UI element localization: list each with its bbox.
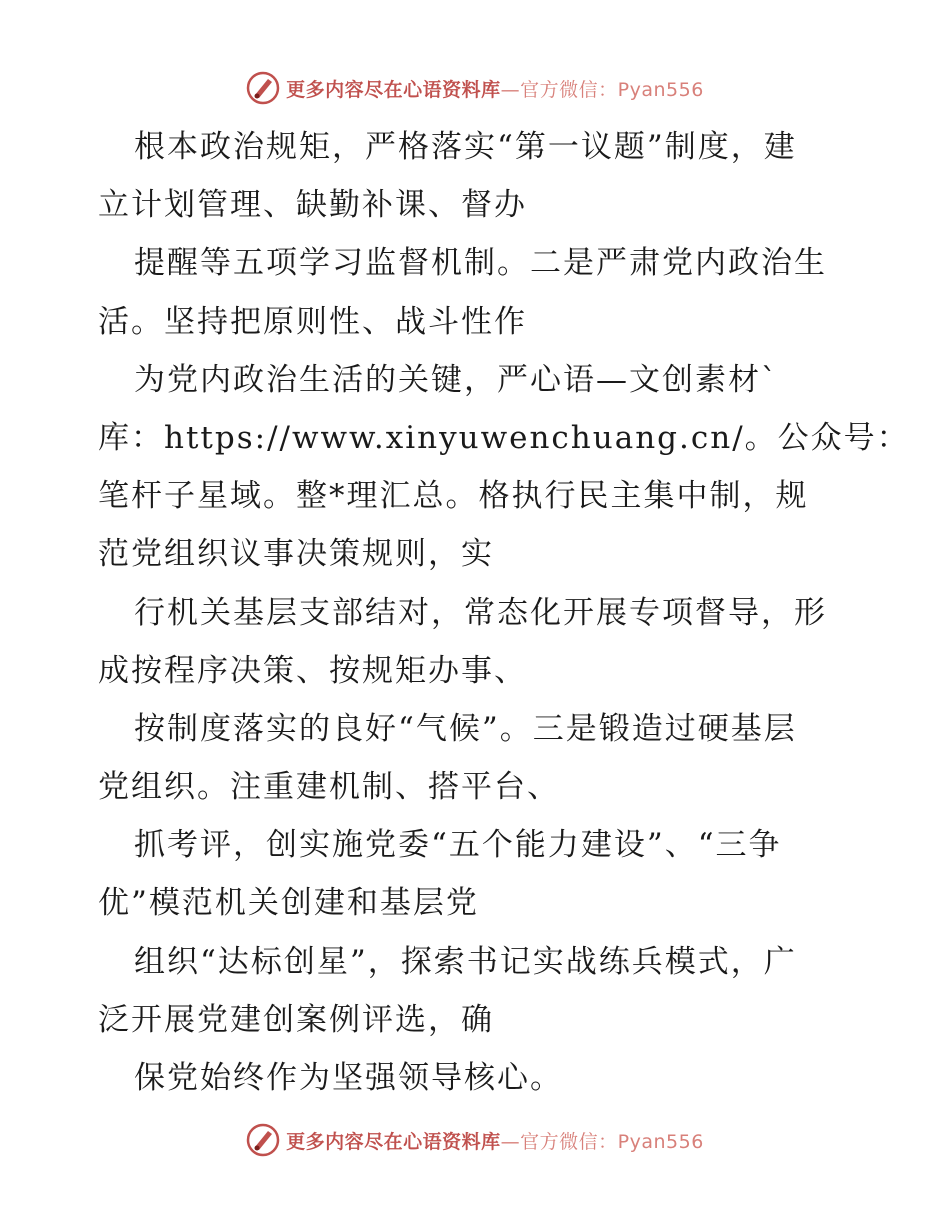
banner-contact: 官方微信：Pyan556: [520, 78, 704, 101]
text-line: 党组织。注重建机制、搭平台、: [98, 769, 560, 806]
text-line: 按制度落实的良好“气候”。三是锻造过硬基层: [134, 710, 797, 747]
text-line: 范党组织议事决策规则，实: [98, 536, 494, 573]
text-line: 组织“达标创星”，探索书记实战练兵模式，广: [134, 943, 797, 980]
url-text: 库：https://www.xinyuwenchuang.cn/。公众号：: [98, 419, 910, 456]
text-line-url: [98, 409, 910, 467]
text-line: 泛开展党建创案例评选，确: [98, 1001, 494, 1038]
banner-separator: —: [500, 78, 521, 101]
banner-title: 更多内容尽在心语资料库: [286, 1130, 501, 1153]
banner-separator: —: [500, 1130, 521, 1153]
text-line: 为党内政治生活的关键，严心语—文创素材`: [134, 361, 779, 398]
banner-title: 更多内容尽在心语资料库: [286, 78, 501, 101]
text-line: 根本政治规矩，严格落实“第一议题”制度，建: [134, 129, 797, 165]
text-line: 行机关基层支部结对，常态化开展专项督导，形: [134, 594, 827, 631]
text-line: 提醒等五项学习监督机制。二是严肃党内政治生: [134, 245, 827, 282]
text-line: 成按程序决策、按规矩办事、: [98, 652, 527, 689]
text-line: 活。坚持把原则性、战斗性作: [98, 303, 527, 340]
header-banner: [0, 68, 950, 108]
brand-logo-icon: [246, 1123, 280, 1157]
banner-contact: 官方微信：Pyan556: [520, 1130, 704, 1153]
text-line: 保党始终作为坚强领导核心。: [134, 1060, 563, 1096]
text-line: 笔杆子星域。整*理汇总。格执行民主集中制，规: [98, 478, 809, 515]
text-line: 抓考评，创实施党委“五个能力建设”、“三争: [134, 827, 782, 864]
text-line: 立计划管理、缺勤补课、督办: [98, 187, 527, 224]
footer-banner: [0, 1120, 950, 1160]
text-line: 优”模范机关创建和基层党: [98, 885, 479, 922]
brand-logo-icon: [246, 71, 280, 105]
document-body: [98, 118, 910, 1107]
